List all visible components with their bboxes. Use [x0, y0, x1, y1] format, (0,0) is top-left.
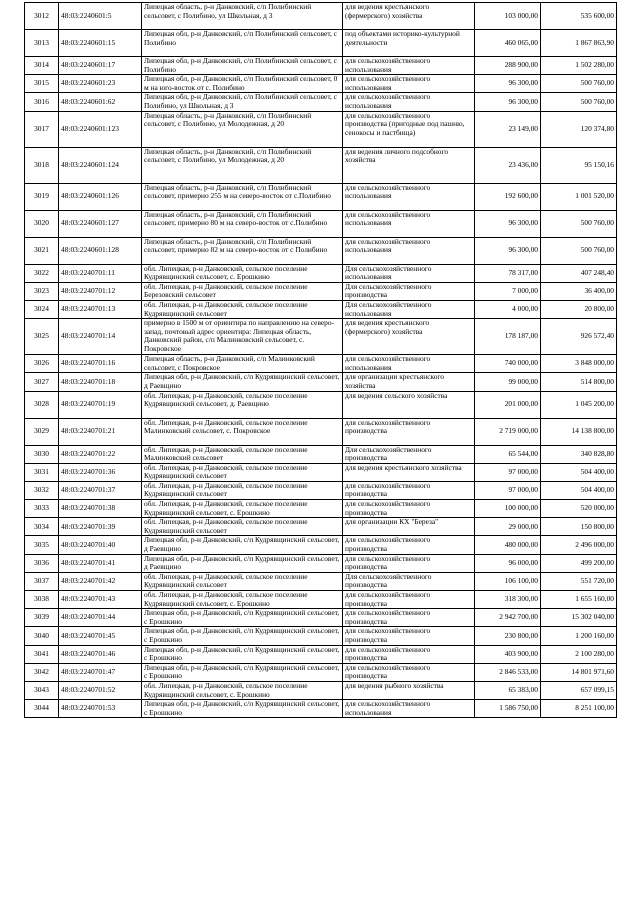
cadastral-value-cell: 499 200,00	[541, 554, 617, 572]
area-cell: 2 942 700,00	[475, 609, 541, 627]
permitted-use-cell: для ведения личного подсобного хозяйства	[343, 147, 475, 183]
cadastral-value-cell: 340 828,80	[541, 445, 617, 463]
table-row	[25, 518, 617, 536]
table-row	[25, 572, 617, 590]
cadastral-number-cell: 48:03:2240601:128	[59, 237, 142, 264]
row-number-cell: 3037	[25, 572, 59, 590]
cadastral-value-cell: 20 800,00	[541, 300, 617, 318]
permitted-use-cell: для сельскохозяйственного производства	[343, 609, 475, 627]
cadastral-number-cell: 48:03:2240701:43	[59, 591, 142, 609]
address-cell: Липецкая обл, р-н Данковский, с/п Кудрявщинский сельсовет, с Ерошкино	[142, 700, 343, 718]
cadastral-value-cell: 2 496 000,00	[541, 536, 617, 554]
permitted-use-cell: для сельскохозяйственного использования	[343, 237, 475, 264]
area-cell: 23 149,00	[475, 111, 541, 147]
permitted-use-cell: под объектами историко-культурной деятельности	[343, 30, 475, 57]
address-cell: Липецкая обл, р-н Данковский, с/п Кудрявщинский сельсовет, д Раевщино	[142, 536, 343, 554]
area-cell: 65 383,00	[475, 681, 541, 699]
row-number-cell: 3024	[25, 300, 59, 318]
cadastral-number-cell: 48:03:2240701:11	[59, 264, 142, 282]
area-cell: 96 300,00	[475, 75, 541, 93]
table-row	[25, 663, 617, 681]
table-row	[25, 264, 617, 282]
cadastral-value-cell: 95 150,16	[541, 147, 617, 183]
permitted-use-cell: Для сельскохозяйственного производства	[343, 282, 475, 300]
row-number-cell: 3030	[25, 445, 59, 463]
address-cell: обл. Липецкая, р-н Данковский, сельское поселение Кудрявщинский сельсовет	[142, 463, 343, 481]
cadastral-value-cell: 14 801 971,60	[541, 663, 617, 681]
cadastral-number-cell: 48:03:2240701:42	[59, 572, 142, 590]
address-cell: Липецкая область, р-н Данковский, с/п Полибинский сельсовет, с Полибино, ул Молодежная, д 20	[142, 111, 343, 147]
row-number-cell: 3013	[25, 30, 59, 57]
cadastral-number-cell: 48:03:2240701:12	[59, 282, 142, 300]
address-cell: обл. Липецкая, р-н Данковский, сельское поселение Кудрявщинский сельсовет, д. Раевщино	[142, 391, 343, 418]
cadastral-value-cell: 504 400,00	[541, 481, 617, 499]
permitted-use-cell: для сельскохозяйственного производства	[343, 481, 475, 499]
cadastral-number-cell: 48:03:2240701:18	[59, 373, 142, 391]
row-number-cell: 3035	[25, 536, 59, 554]
row-number-cell: 3040	[25, 627, 59, 645]
table-row	[25, 645, 617, 663]
cadastral-value-cell: 535 600,00	[541, 3, 617, 30]
row-number-cell: 3022	[25, 264, 59, 282]
permitted-use-cell: для сельскохозяйственного производства	[343, 554, 475, 572]
row-number-cell: 3039	[25, 609, 59, 627]
address-cell: Липецкая обл, р-н Данковский, с/п Кудрявщинский сельсовет, с Ерошкино	[142, 645, 343, 663]
address-cell: Липецкая обл, р-н Данковский, с/п Кудрявщинский сельсовет, д Раевщино	[142, 373, 343, 391]
cadastral-number-cell: 48:03:2240601:17	[59, 57, 142, 75]
area-cell: 96 300,00	[475, 237, 541, 264]
cadastral-value-cell: 926 572,40	[541, 319, 617, 355]
row-number-cell: 3034	[25, 518, 59, 536]
row-number-cell: 3031	[25, 463, 59, 481]
cadastral-number-cell: 48:03:2240701:38	[59, 500, 142, 518]
cadastral-number-cell: 48:03:2240601:124	[59, 147, 142, 183]
area-cell: 1 586 750,00	[475, 700, 541, 718]
permitted-use-cell: для сельскохозяйственного использования	[343, 210, 475, 237]
permitted-use-cell: для сельскохозяйственного использования	[343, 183, 475, 210]
cadastral-value-cell: 500 760,00	[541, 237, 617, 264]
permitted-use-cell: для сельскохозяйственного использования	[343, 355, 475, 373]
table-row	[25, 355, 617, 373]
area-cell: 2 719 000,00	[475, 418, 541, 445]
cadastral-number-cell: 48:03:2240701:16	[59, 355, 142, 373]
cadastral-number-cell: 48:03:2240701:19	[59, 391, 142, 418]
area-cell: 106 100,00	[475, 572, 541, 590]
row-number-cell: 3019	[25, 183, 59, 210]
row-number-cell: 3042	[25, 663, 59, 681]
row-number-cell: 3012	[25, 3, 59, 30]
cadastral-number-cell: 48:03:2240601:23	[59, 75, 142, 93]
address-cell: примерно в 1500 м от ориентира по направлению на северо-запад, почтовый адрес ориентира: Липецкая область, Данковский район, с/п Малинковский сельсовет, с. Покровское	[142, 319, 343, 355]
row-number-cell: 3016	[25, 93, 59, 111]
cadastral-value-cell: 1 867 863,90	[541, 30, 617, 57]
address-cell: Липецкая область, р-н Данковский, с/п Полибинский сельсовет, с Полибино, ул Молодежная, д 20	[142, 147, 343, 183]
permitted-use-cell: Для сельскохозяйственного использования	[343, 264, 475, 282]
address-cell: Липецкая обл, р-н Данковский, с/п Кудрявщинский сельсовет, с Ерошкино	[142, 627, 343, 645]
row-number-cell: 3028	[25, 391, 59, 418]
area-cell: 178 187,00	[475, 319, 541, 355]
table-row	[25, 373, 617, 391]
cadastral-number-cell: 48:03:2240701:39	[59, 518, 142, 536]
permitted-use-cell: Для сельскохозяйственного производства	[343, 572, 475, 590]
cadastral-value-cell: 15 302 040,00	[541, 609, 617, 627]
row-number-cell: 3041	[25, 645, 59, 663]
cadastral-value-cell: 3 848 000,00	[541, 355, 617, 373]
permitted-use-cell: для ведения крестьянского (фермерского) хозяйства	[343, 319, 475, 355]
row-number-cell: 3036	[25, 554, 59, 572]
row-number-cell: 3032	[25, 481, 59, 499]
permitted-use-cell: для сельскохозяйственного использования	[343, 75, 475, 93]
table-row	[25, 3, 617, 30]
table-row	[25, 147, 617, 183]
cadastral-value-cell: 1 200 160,00	[541, 627, 617, 645]
table-row	[25, 93, 617, 111]
cadastral-number-cell: 48:03:2240601:15	[59, 30, 142, 57]
permitted-use-cell: для сельскохозяйственного производства	[343, 645, 475, 663]
permitted-use-cell: Для сельскохозяйственного использования	[343, 300, 475, 318]
row-number-cell: 3044	[25, 700, 59, 718]
cadastral-number-cell: 48:03:2240601:123	[59, 111, 142, 147]
address-cell: Липецкая область, р-н Данковский, с/п Малинковский сельсовет, с Покровское	[142, 355, 343, 373]
address-cell: Липецкая обл, р-н Данковский, с/п Кудрявщинский сельсовет, с Ерошкино	[142, 609, 343, 627]
table-row	[25, 591, 617, 609]
address-cell: Липецкая обл, р-н Данковский, с/п Полибинский сельсовет, с Полибино	[142, 30, 343, 57]
area-cell: 403 900,00	[475, 645, 541, 663]
row-number-cell: 3021	[25, 237, 59, 264]
area-cell: 192 600,00	[475, 183, 541, 210]
cadastral-value-cell: 36 400,00	[541, 282, 617, 300]
area-cell: 318 300,00	[475, 591, 541, 609]
table-row	[25, 418, 617, 445]
area-cell: 96 300,00	[475, 210, 541, 237]
cadastral-value-cell: 1 655 160,00	[541, 591, 617, 609]
table-body	[25, 3, 617, 718]
cadastral-number-cell: 48:03:2240701:53	[59, 700, 142, 718]
permitted-use-cell: для ведения рыбного хозяйства	[343, 681, 475, 699]
table-row	[25, 183, 617, 210]
permitted-use-cell: для ведения сельского хозяйства	[343, 391, 475, 418]
permitted-use-cell: для сельскохозяйственного производства	[343, 418, 475, 445]
row-number-cell: 3038	[25, 591, 59, 609]
permitted-use-cell: для сельскохозяйственного использования	[343, 700, 475, 718]
address-cell: обл. Липецкая, р-н Данковский, сельское поселение Кудрявщинский сельсовет	[142, 481, 343, 499]
address-cell: Липецкая область, р-н Данковский, с/п Полибинский сельсовет, примерно 82 м на северо-восток от с Полибино	[142, 237, 343, 264]
table-row	[25, 609, 617, 627]
area-cell: 65 544,00	[475, 445, 541, 463]
cadastral-number-cell: 48:03:2240701:40	[59, 536, 142, 554]
cadastral-value-cell: 1 001 520,00	[541, 183, 617, 210]
table-row	[25, 319, 617, 355]
table-row	[25, 481, 617, 499]
cadastral-value-cell: 8 251 100,00	[541, 700, 617, 718]
cadastral-value-cell: 500 760,00	[541, 93, 617, 111]
permitted-use-cell: для сельскохозяйственного производства	[343, 500, 475, 518]
area-cell: 740 000,00	[475, 355, 541, 373]
cadastral-value-cell: 14 138 800,00	[541, 418, 617, 445]
address-cell: Липецкая область, р-н Данковский, с/п Полибинский сельсовет, примерно 80 м на северо-восток от с.Полибино	[142, 210, 343, 237]
area-cell: 96 300,00	[475, 93, 541, 111]
table-row	[25, 700, 617, 718]
table-row	[25, 445, 617, 463]
area-cell: 4 000,00	[475, 300, 541, 318]
table-row	[25, 30, 617, 57]
row-number-cell: 3017	[25, 111, 59, 147]
row-number-cell: 3023	[25, 282, 59, 300]
address-cell: Липецкая обл, р-н Данковский, с/п Полибинский сельсовет, с Полибино	[142, 57, 343, 75]
row-number-cell: 3029	[25, 418, 59, 445]
address-cell: обл. Липецкая, р-н Данковский, сельское поселение Кудрявщинский сельсовет, с. Ерошкино	[142, 681, 343, 699]
table-row	[25, 627, 617, 645]
area-cell: 288 900,00	[475, 57, 541, 75]
cadastral-number-cell: 48:03:2240701:45	[59, 627, 142, 645]
permitted-use-cell: для ведения крестьянского (фермерского) хозяйства	[343, 3, 475, 30]
permitted-use-cell: Для сельскохозяйственного производства	[343, 445, 475, 463]
row-number-cell: 3026	[25, 355, 59, 373]
area-cell: 78 317,00	[475, 264, 541, 282]
cadastral-value-cell: 514 800,00	[541, 373, 617, 391]
permitted-use-cell: для сельскохозяйственного производства	[343, 591, 475, 609]
cadastral-value-cell: 500 760,00	[541, 75, 617, 93]
cadastral-value-cell: 150 800,00	[541, 518, 617, 536]
cadastral-value-cell: 2 100 280,00	[541, 645, 617, 663]
cadastral-number-cell: 48:03:2240601:127	[59, 210, 142, 237]
cadastral-value-cell: 1 502 280,00	[541, 57, 617, 75]
row-number-cell: 3014	[25, 57, 59, 75]
address-cell: обл. Липецкая, р-н Данковский, сельское поселение Кудрявщинский сельсовет	[142, 518, 343, 536]
cadastral-number-cell: 48:03:2240701:22	[59, 445, 142, 463]
address-cell: Липецкая обл, р-н Данковский, с/п Полибинский сельсовет, с Полибино, ул Школьная, д 3	[142, 93, 343, 111]
area-cell: 2 846 533,00	[475, 663, 541, 681]
table-row	[25, 75, 617, 93]
table-row	[25, 237, 617, 264]
area-cell: 201 000,00	[475, 391, 541, 418]
row-number-cell: 3025	[25, 319, 59, 355]
cadastral-number-cell: 48:03:2240601:62	[59, 93, 142, 111]
cadastral-number-cell: 48:03:2240701:36	[59, 463, 142, 481]
table-row	[25, 57, 617, 75]
permitted-use-cell: для организации крестьянского хозяйства	[343, 373, 475, 391]
address-cell: Липецкая обл, р-н Данковский, с/п Кудрявщинский сельсовет, с Ерошкино	[142, 663, 343, 681]
permitted-use-cell: для ведения крестьянского хозяйства	[343, 463, 475, 481]
table-row	[25, 300, 617, 318]
cadastral-value-cell: 1 045 200,00	[541, 391, 617, 418]
cadastral-number-cell: 48:03:2240701:46	[59, 645, 142, 663]
permitted-use-cell: для сельскохозяйственного производства	[343, 536, 475, 554]
area-cell: 480 000,00	[475, 536, 541, 554]
cadastral-value-cell: 551 720,00	[541, 572, 617, 590]
area-cell: 230 800,00	[475, 627, 541, 645]
address-cell: обл. Липецкая, р-н Данковский, сельское поселение Малинковский сельсовет, с. Покровское	[142, 418, 343, 445]
table-row	[25, 282, 617, 300]
address-cell: Липецкая область, р-н Данковский, с/п Полибинский сельсовет, примерно 255 м на северо-восток от с.Полибино	[142, 183, 343, 210]
cadastral-number-cell: 48:03:2240601:126	[59, 183, 142, 210]
area-cell: 460 065,00	[475, 30, 541, 57]
address-cell: обл. Липецкая, р-н Данковский, сельское поселение Кудрявщинский сельсовет, с. Ерошкино	[142, 264, 343, 282]
address-cell: Липецкая обл, р-н Данковский, с/п Полибинский сельсовет, 0 м на юго-восток от с. Полибино	[142, 75, 343, 93]
address-cell: обл. Липецкая, р-н Данковский, сельское поселение Кудрявщинский сельсовет, с. Ерошкино	[142, 591, 343, 609]
cadastral-value-cell: 657 099,15	[541, 681, 617, 699]
area-cell: 100 000,00	[475, 500, 541, 518]
table-row	[25, 554, 617, 572]
cadastral-number-cell: 48:03:2240701:47	[59, 663, 142, 681]
cadastral-value-cell: 504 400,00	[541, 463, 617, 481]
cadastral-number-cell: 48:03:2240601:5	[59, 3, 142, 30]
area-cell: 29 000,00	[475, 518, 541, 536]
permitted-use-cell: для организации КХ "Береза"	[343, 518, 475, 536]
row-number-cell: 3018	[25, 147, 59, 183]
row-number-cell: 3020	[25, 210, 59, 237]
cadastral-value-cell: 120 374,80	[541, 111, 617, 147]
cadastral-number-cell: 48:03:2240701:52	[59, 681, 142, 699]
permitted-use-cell: для сельскохозяйственного использования	[343, 93, 475, 111]
cadastral-value-cell: 500 760,00	[541, 210, 617, 237]
permitted-use-cell: для сельскохозяйственного производства	[343, 663, 475, 681]
area-cell: 96 000,00	[475, 554, 541, 572]
cadastral-value-cell: 520 000,00	[541, 500, 617, 518]
row-number-cell: 3033	[25, 500, 59, 518]
address-cell: обл. Липецкая, р-н Данковский, сельское поселение Кудрявщинский сельсовет, с. Ерошкино	[142, 500, 343, 518]
area-cell: 7 000,00	[475, 282, 541, 300]
area-cell: 103 000,00	[475, 3, 541, 30]
address-cell: обл. Липецкая, р-н Данковский, сельское поселение Малинковский сельсовет	[142, 445, 343, 463]
row-number-cell: 3043	[25, 681, 59, 699]
cadastral-number-cell: 48:03:2240701:41	[59, 554, 142, 572]
cadastral-number-cell: 48:03:2240701:21	[59, 418, 142, 445]
table-row	[25, 210, 617, 237]
address-cell: обл. Липецкая, р-н Данковский, сельское поселение Кудрявщинский сельсовет	[142, 572, 343, 590]
table-row	[25, 536, 617, 554]
cadastral-number-cell: 48:03:2240701:14	[59, 319, 142, 355]
table-row	[25, 500, 617, 518]
area-cell: 97 000,00	[475, 481, 541, 499]
address-cell: Липецкая область, р-н Данковский, с/п Полибинский сельсовет, с Полибино, ул Школьная, д 3	[142, 3, 343, 30]
table-row	[25, 681, 617, 699]
cadastral-number-cell: 48:03:2240701:13	[59, 300, 142, 318]
permitted-use-cell: для сельскохозяйственного производства	[343, 627, 475, 645]
permitted-use-cell: для сельскохозяйственного использования	[343, 57, 475, 75]
area-cell: 97 000,00	[475, 463, 541, 481]
row-number-cell: 3027	[25, 373, 59, 391]
row-number-cell: 3015	[25, 75, 59, 93]
area-cell: 23 436,00	[475, 147, 541, 183]
table-row	[25, 391, 617, 418]
permitted-use-cell: для сельскохозяйственного производства (пригодные под пашню, сенокосы и пастбища)	[343, 111, 475, 147]
address-cell: обл. Липецкая, р-н Данковский, сельское поселение Кудрявщинский сельсовет	[142, 300, 343, 318]
land-plot-table	[24, 2, 617, 718]
cadastral-number-cell: 48:03:2240701:44	[59, 609, 142, 627]
cadastral-value-cell: 407 248,40	[541, 264, 617, 282]
address-cell: обл. Липецкая, р-н Данковский, сельское поселение Березовский сельсовет	[142, 282, 343, 300]
table-row	[25, 463, 617, 481]
area-cell: 99 000,00	[475, 373, 541, 391]
cadastral-number-cell: 48:03:2240701:37	[59, 481, 142, 499]
table-row	[25, 111, 617, 147]
address-cell: Липецкая обл, р-н Данковский, с/п Кудрявщинский сельсовет, д Раевщино	[142, 554, 343, 572]
